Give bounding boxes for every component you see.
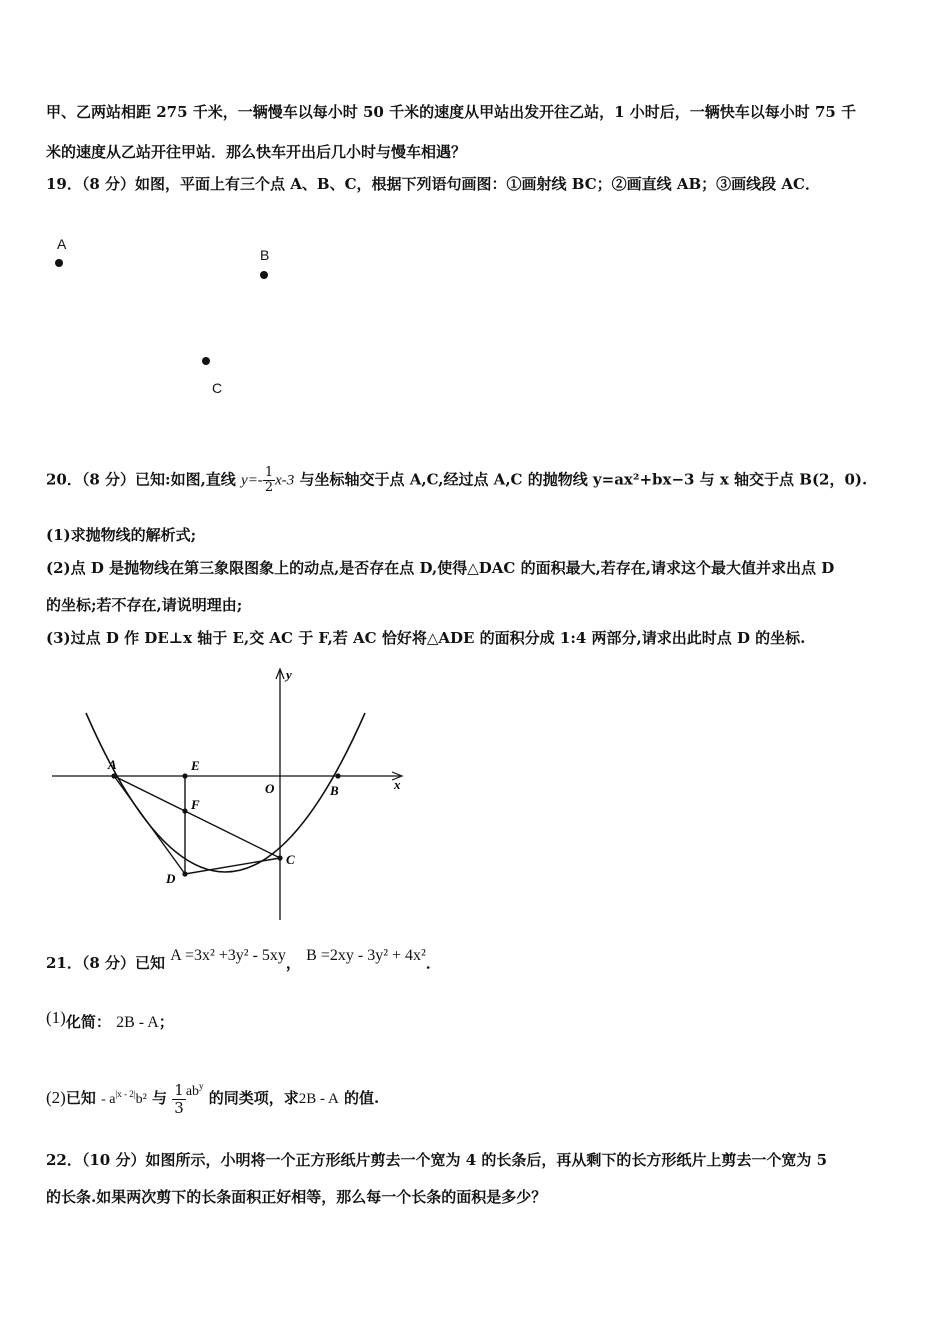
problem21-part1 xyxy=(46,1008,174,1033)
part2-frac-den: 3 xyxy=(174,1098,184,1117)
part2-exp2: y xyxy=(199,1081,204,1091)
problem18-line1: 甲、乙两站相距 275 千米，一辆慢车以每小时 50 千米的速度从甲站出发开往乙站，1 小时后，一辆快车以每小时 75 千 xyxy=(46,103,857,121)
line-eq-lhs: y=- xyxy=(241,472,263,489)
problem20-prefix: 20．（8 分）已知:如图,直线 xyxy=(46,470,236,489)
point-c xyxy=(277,855,282,860)
point-c-label: C xyxy=(212,380,223,396)
problem20-q2-line2: 的坐标;若不存在,请说明理由; xyxy=(46,596,243,614)
part2-with: 与 xyxy=(152,1089,168,1107)
problem20-stem xyxy=(46,466,867,495)
part2-exp1: |x - 2| xyxy=(115,1089,136,1099)
problem21-period: ． xyxy=(425,954,441,972)
label-a: A xyxy=(108,757,117,772)
part2-expr: 2B - A xyxy=(298,1091,339,1107)
point-b xyxy=(335,773,340,778)
problem22-line2: 的长条.如果两次剪下的长条面积正好相等，那么每一个长条的面积是多少？ xyxy=(46,1188,547,1206)
problem21-stem xyxy=(46,947,441,974)
label-b: B xyxy=(330,783,339,798)
label-y: y xyxy=(286,667,292,682)
expr-a: A =3x² +3y² - 5xy xyxy=(170,947,286,964)
point-a-label: A xyxy=(57,236,67,252)
part2-text1: 已知 xyxy=(65,1089,96,1107)
point-b-dot xyxy=(260,271,268,279)
line-eq-rhs: x-3 xyxy=(275,472,295,489)
label-x: x xyxy=(394,777,401,792)
point-f xyxy=(182,808,187,813)
line-ad xyxy=(114,776,185,874)
problem22-line1: 22．（10 分）如图所示，小明将一个正方形纸片剪去一个宽为 4 的长条后，再从剩下的长方形纸片上剪去一个宽为 5 xyxy=(46,1151,828,1169)
problem20-suffix: 与坐标轴交于点 A,C,经过点 A,C 的抛物线 y=ax²+bx−3 与 x 轴交于点 B(2，0). xyxy=(299,470,868,489)
fraction-numerator: 1 xyxy=(264,465,274,480)
problem21-part2 xyxy=(46,1080,379,1117)
point-a xyxy=(111,773,116,778)
problem20-q1: (1)求抛物线的解析式; xyxy=(46,526,197,544)
point-e xyxy=(182,773,187,778)
problem18-line2: 米的速度从乙站开往甲站．那么快车开出后几小时与慢车相遇？ xyxy=(46,143,467,161)
point-a-dot xyxy=(55,259,63,267)
parabola-curve xyxy=(86,713,365,872)
part1-end: ； xyxy=(158,1013,174,1031)
part2-text2: 的同类项，求 xyxy=(208,1089,299,1107)
point-c-dot xyxy=(202,357,210,365)
part2-end: 的值. xyxy=(344,1089,380,1107)
label-e: E xyxy=(191,758,200,773)
problem19-text: 19．（8 分）如图，平面上有三个点 A、B、C，根据下列语句画图：①画射线 BC；②画直线 AB；③画线段 AC． xyxy=(46,175,820,193)
part1-expr: 2B - A xyxy=(116,1014,159,1031)
part2-number: (2) xyxy=(46,1088,66,1107)
part1-number: (1) xyxy=(46,1008,66,1027)
part2-term2: ab xyxy=(185,1084,200,1099)
label-c: C xyxy=(286,852,295,867)
part1-text: 化简： xyxy=(65,1013,111,1031)
problem21-comma: ， xyxy=(285,954,301,972)
line-ac xyxy=(114,776,280,858)
part2-frac-num: 1 xyxy=(174,1080,184,1099)
point-b-label: B xyxy=(260,247,270,263)
label-d: D xyxy=(166,871,176,886)
part2-fraction xyxy=(172,1082,186,1117)
parabola-graph xyxy=(48,665,410,925)
label-o: O xyxy=(265,781,275,796)
part2-b-squared: b² xyxy=(135,1092,147,1107)
point-d xyxy=(182,871,187,876)
label-f: F xyxy=(191,797,200,812)
expr-b: B =2xy - 3y² + 4x² xyxy=(306,947,426,964)
problem20-q2-line1: (2)点 D 是抛物线在第三象限图象上的动点,是否存在点 D,使得△DAC 的面积最大,若存在,请求这个最大值并求出点 D xyxy=(46,559,835,577)
problem20-q3: (3)过点 D 作 DE⊥x 轴于 E,交 AC 于 F,若 AC 恰好将△ADE 的面积分成 1:4 两部分,请求出此时点 D 的坐标. xyxy=(46,629,806,647)
part2-term1: - a xyxy=(101,1092,116,1107)
line-eq-fraction xyxy=(263,466,275,495)
problem21-prefix: 21．（8 分）已知 xyxy=(46,954,166,972)
fraction-denominator: 2 xyxy=(264,480,274,495)
